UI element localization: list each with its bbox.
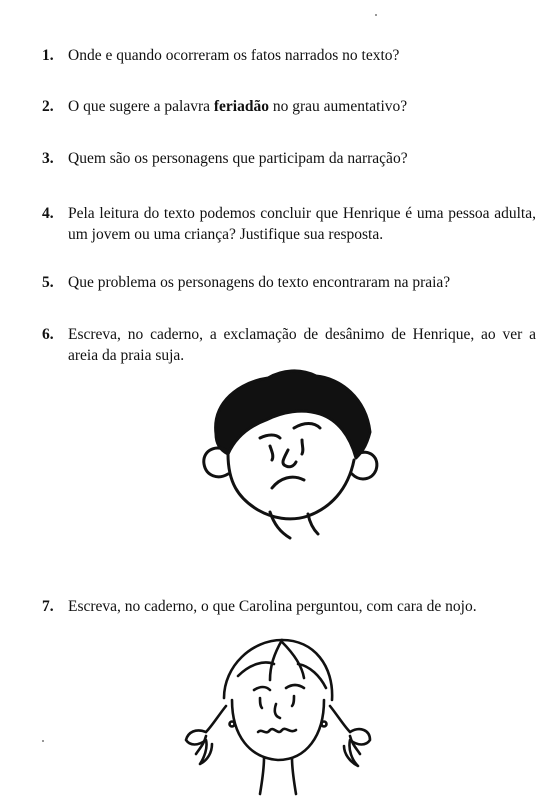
question-number: 4. bbox=[42, 205, 54, 222]
question-7 bbox=[42, 596, 536, 617]
disgusted-girl-face-drawing bbox=[178, 636, 378, 800]
sad-boy-face-drawing bbox=[190, 362, 390, 552]
question-text: Escreva, no caderno, a exclamação de desânimo de Henrique, ao ver a areia da praia suja. bbox=[68, 326, 536, 364]
question-3 bbox=[42, 148, 536, 169]
question-number: 1. bbox=[42, 47, 54, 64]
question-number: 3. bbox=[42, 150, 54, 167]
scan-speck bbox=[42, 740, 44, 742]
question-text: Que problema os personagens do texto encontraram na praia? bbox=[68, 274, 451, 291]
question-number: 2. bbox=[42, 98, 54, 115]
question-text-part: O que sugere a palavra bbox=[68, 98, 214, 115]
question-4 bbox=[42, 203, 536, 245]
scan-speck bbox=[375, 14, 377, 16]
question-number: 6. bbox=[42, 326, 54, 343]
question-text: Quem são os personagens que participam da narração? bbox=[68, 150, 408, 167]
question-text bbox=[68, 96, 536, 117]
highlighted-word: feriadão bbox=[213, 98, 269, 115]
question-1 bbox=[42, 45, 536, 66]
question-number: 5. bbox=[42, 274, 54, 291]
question-number: 7. bbox=[42, 598, 54, 615]
question-5 bbox=[42, 272, 536, 293]
question-text: Escreva, no caderno, o que Carolina perguntou, com cara de nojo. bbox=[68, 598, 477, 615]
question-text: Pela leitura do texto podemos concluir que Henrique é uma pessoa adulta, um jovem ou uma criança? Justifique sua resposta. bbox=[68, 205, 536, 243]
question-6 bbox=[42, 324, 536, 366]
question-text: Onde e quando ocorreram os fatos narrados no texto? bbox=[68, 47, 400, 64]
question-2 bbox=[42, 96, 536, 117]
question-text-part: no grau aumentativo? bbox=[269, 98, 408, 115]
